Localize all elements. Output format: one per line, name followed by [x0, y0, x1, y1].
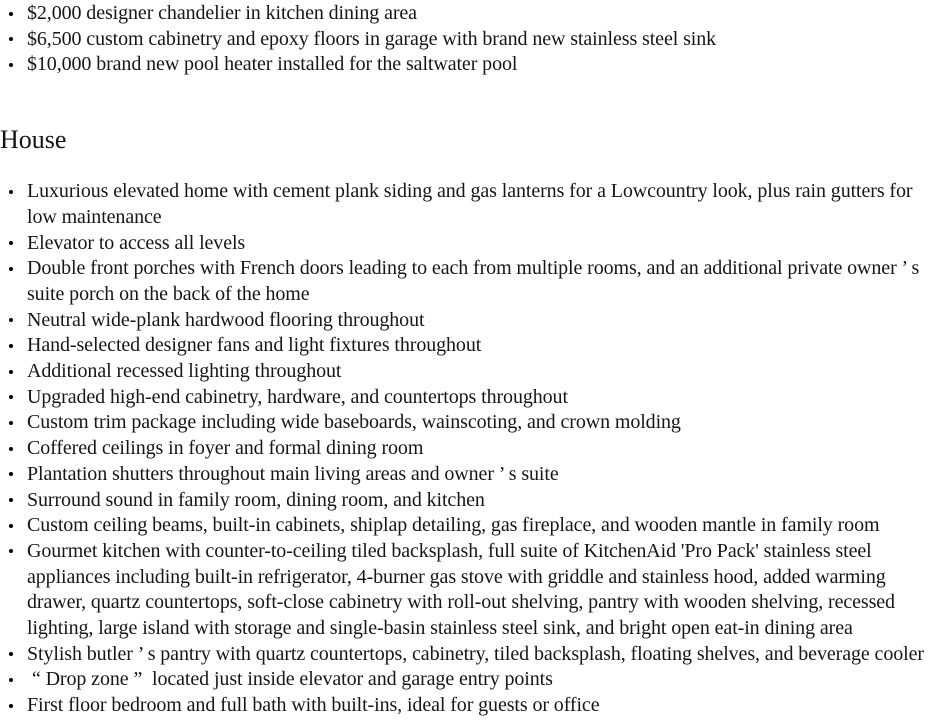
list-item-text: Coffered ceilings in foyer and formal dining room [27, 437, 424, 460]
list-item-text: Double front porches with French doors leading to each from multiple rooms, and an additional private owner ’ s suite porch on the back of the home [27, 257, 925, 305]
bullet-icon [9, 190, 13, 194]
upgrades-list [0, 1, 950, 78]
list-item [0, 642, 950, 668]
list-item-text: $2,000 designer chandelier in kitchen dining area [27, 2, 417, 24]
list-item [0, 256, 950, 307]
bullet-icon [9, 318, 13, 322]
bullet-icon [9, 37, 13, 41]
list-item [0, 667, 950, 693]
bullet-icon [9, 704, 13, 708]
list-item-text: Luxurious elevated home with cement plank siding and gas lanterns for a Lowcountry look, plus rain gutters for low maintenance [27, 180, 918, 228]
bullet-icon [9, 652, 13, 656]
bullet-icon [9, 12, 13, 16]
bullet-icon [9, 421, 13, 425]
bullet-icon [9, 524, 13, 528]
section-heading-house: House [0, 125, 67, 155]
list-item [0, 410, 950, 436]
bullet-icon [9, 344, 13, 348]
list-item [0, 52, 950, 78]
list-item-text: Hand-selected designer fans and light fixtures throughout [27, 334, 482, 357]
list-item-text: Elevator to access all levels [27, 231, 246, 254]
list-item-text: Additional recessed lighting throughout [27, 360, 342, 383]
list-item-text: Custom trim package including wide baseboards, wainscoting, and crown molding [27, 411, 681, 434]
list-item [0, 359, 950, 385]
list-item [0, 488, 950, 514]
list-item [0, 539, 950, 642]
list-item [0, 693, 950, 719]
list-item [0, 462, 950, 488]
bullet-icon [9, 63, 13, 67]
list-item [0, 1, 950, 27]
list-item [0, 436, 950, 462]
list-item-text: Stylish butler ’ s pantry with quartz countertops, cabinetry, tiled backsplash, floating shelves, and beverage cooler [27, 642, 924, 665]
house-features-list [0, 179, 950, 719]
list-item-text: Plantation shutters throughout main living areas and owner ’ s suite [27, 462, 559, 485]
bullet-icon [9, 395, 13, 399]
list-item-text: First floor bedroom and full bath with built-ins, ideal for guests or office [27, 694, 600, 717]
list-item-text: Custom ceiling beams, built-in cabinets, shiplap detailing, gas fireplace, and wooden mantle in family room [27, 514, 880, 537]
list-item [0, 231, 950, 257]
bullet-icon [9, 549, 13, 553]
bullet-icon [9, 472, 13, 476]
list-item [0, 179, 950, 230]
list-item-text: Upgraded high-end cabinetry, hardware, and countertops throughout [27, 385, 568, 408]
list-item-text: Surround sound in family room, dining room, and kitchen [27, 488, 485, 511]
list-item-text: Gourmet kitchen with counter-to-ceiling tiled backsplash, full suite of KitchenAid 'Pro Pack' stainless steel appliances including built-in refrigerator, 4-burner gas stove with griddle and stainless hood, added warming drawer, quartz countertops, soft-close cabinetry with roll-out shelving, pantry with wooden shelving, recessed lighting, large island with storage and single-basin stainless steel sink, and bright open eat-in dining area [27, 539, 900, 640]
bullet-icon [9, 370, 13, 374]
bullet-icon [9, 241, 13, 245]
list-item [0, 385, 950, 411]
list-item-text: $10,000 brand new pool heater installed for the saltwater pool [27, 53, 518, 76]
list-item-text: $6,500 custom cabinetry and epoxy floors in garage with brand new stainless steel sink [27, 27, 717, 50]
list-item-text: Neutral wide-plank hardwood flooring throughout [27, 308, 425, 331]
list-item [0, 308, 950, 334]
list-item [0, 27, 950, 53]
bullet-icon [9, 678, 13, 682]
bullet-icon [9, 498, 13, 502]
list-item [0, 513, 950, 539]
list-item [0, 333, 950, 359]
list-item-text: “ Drop zone ” located just inside elevator and garage entry points [27, 668, 553, 691]
bullet-icon [9, 447, 13, 451]
bullet-icon [9, 267, 13, 271]
